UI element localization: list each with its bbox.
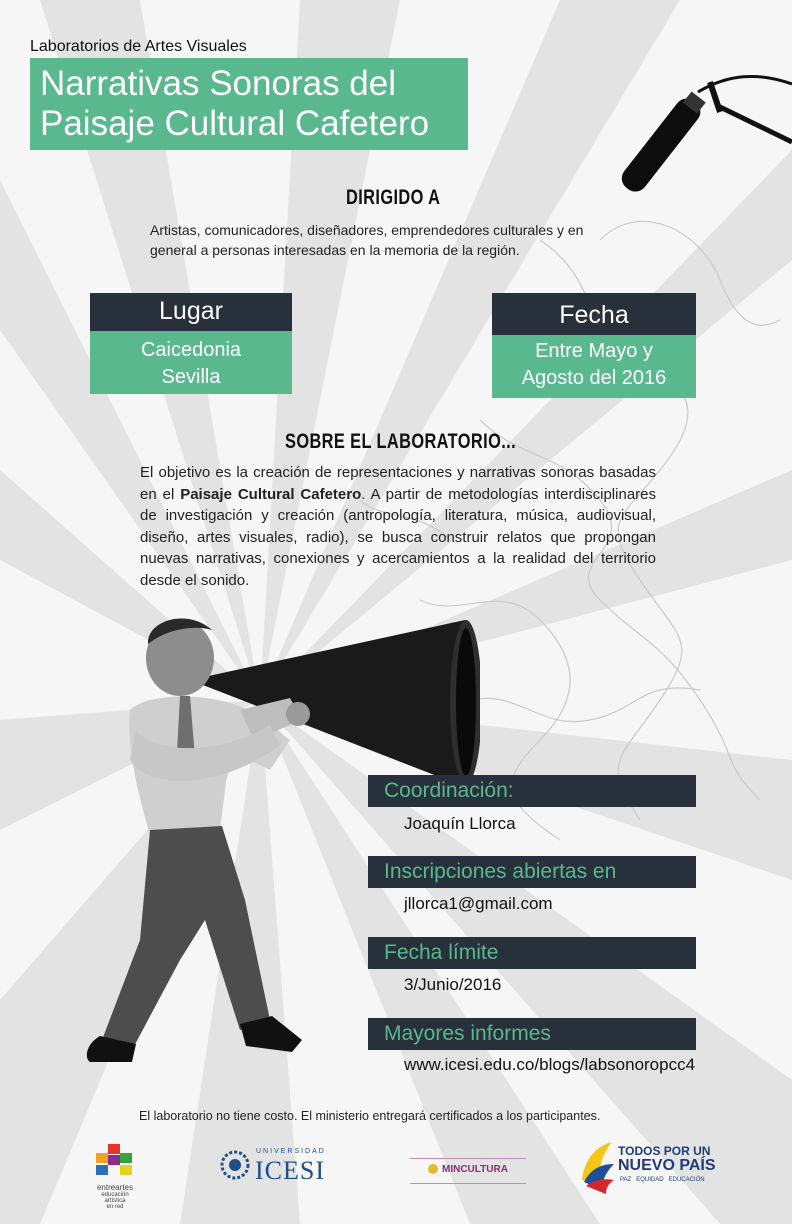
microphone-image	[598, 54, 792, 194]
fecha-limite-value: 3/Junio/2016	[404, 975, 502, 994]
nuevo-pais-line-2: NUEVO PAÍS	[618, 1157, 716, 1174]
page-title-line-1: Narrativas Sonoras del	[40, 64, 396, 103]
fecha-line-1: Entre Mayo y	[535, 340, 653, 362]
sobre-heading: SOBRE EL LABORATORIO...	[285, 430, 517, 453]
page-title-line-2: Paisaje Cultural Cafetero	[40, 104, 430, 143]
fecha-box	[492, 293, 696, 398]
icesi-logo-small: UNIVERSIDAD	[256, 1148, 326, 1155]
entreartes-logo-mark	[92, 1144, 138, 1178]
entreartes-logo-text: entreartes	[96, 1183, 134, 1192]
nuevo-pais-line-3: PAZ EQUIDAD EDUCACIÓN	[620, 1177, 705, 1183]
icesi-logo	[220, 1148, 336, 1184]
fecha-limite-label: Fecha límite	[368, 937, 696, 969]
todos-por-un-nuevo-pais-logo	[576, 1140, 716, 1194]
fecha-line-2: Agosto del 2016	[521, 367, 667, 389]
entreartes-logo	[92, 1144, 138, 1210]
inscripciones-email[interactable]: jllorca1@gmail.com	[404, 894, 553, 913]
sobre-text-part-2: . A partir de metodologías interdisciplinares de investigación y creación (antropología, literatura, música, audiovisual, diseño, artes visuales, radio), se busca construir relatos que propongan nuevas narrativas, conexiones y acercamientos a la realidad del territorio desde el sonido.	[140, 485, 656, 589]
fecha-heading: Fecha	[492, 293, 696, 335]
mincultura-seal-icon	[428, 1164, 438, 1174]
lugar-line-2: Sevilla	[161, 366, 221, 388]
lab-supertitle: Laboratorios de Artes Visuales	[30, 38, 247, 55]
nuevo-pais-logo-mark	[576, 1140, 616, 1194]
icesi-logo-mark	[220, 1150, 250, 1180]
lugar-heading: Lugar	[90, 293, 292, 331]
sobre-text-bold: Paisaje Cultural Cafetero	[180, 485, 362, 503]
coordinacion-label: Coordinación:	[368, 775, 696, 807]
informes-label: Mayores informes	[368, 1018, 696, 1050]
icesi-logo-text: ICESI	[255, 1156, 325, 1185]
lugar-body	[90, 331, 292, 394]
entreartes-tag-1: educación artística	[101, 1192, 129, 1204]
lugar-line-1: Caicedonia	[140, 339, 242, 361]
footer-note: El laboratorio no tiene costo. El ministerio entregará certificados a los participantes.	[139, 1109, 601, 1123]
coordinacion-value: Joaquín Llorca	[404, 814, 516, 833]
entreartes-tag-2: en red	[106, 1204, 124, 1210]
dirigido-heading: DIRIGIDO A	[346, 186, 441, 209]
nuevo-pais-line-1: TODOS POR UN	[618, 1144, 711, 1158]
sobre-text	[140, 462, 656, 591]
fecha-body	[492, 335, 696, 398]
mincultura-logo-text: MINCULTURA	[442, 1164, 508, 1175]
lugar-box	[90, 293, 292, 394]
inscripciones-label: Inscripciones abiertas en	[368, 856, 696, 888]
sobre-text-part-1: El objetivo es la creación de representaciones y narrativas sonoras basadas en el	[140, 464, 656, 503]
informes-url-link[interactable]: www.icesi.edu.co/blogs/labsonoropcc4	[404, 1055, 696, 1074]
page-title-box	[30, 58, 468, 150]
mincultura-logo	[410, 1158, 526, 1184]
dirigido-text: Artistas, comunicadores, diseñadores, emprendedores culturales y en general a personas interesadas en la memoria de la región.	[150, 222, 584, 258]
